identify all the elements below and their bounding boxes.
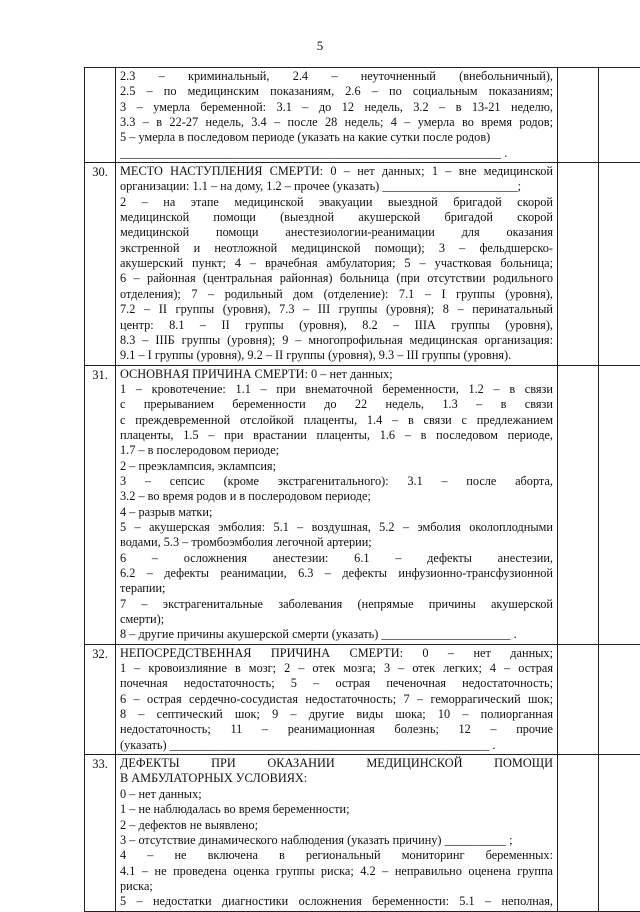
text-line: 6 – острая сердечно-сосудистая недостаточность; 7 – геморрагический шок; — [120, 692, 553, 707]
row-content — [116, 365, 558, 644]
text-line: 8.3 – IIIБ группы (уровня); 9 – многопрофильная медицинская организация: — [120, 333, 553, 348]
text-line: 4.1 – не проведена оценка группы риска; 4.2 – неправильно оценена группа — [120, 864, 553, 879]
table-row — [85, 644, 640, 754]
text-line: недостаточность; 11 – реанимационная болезнь; 12 – прочие — [120, 722, 553, 737]
row-content — [116, 644, 558, 754]
empty-cell — [558, 755, 599, 911]
row-number — [85, 68, 116, 163]
text-line: 3 – отсутствие динамического наблюдения (указать причину) __________ ; — [120, 833, 553, 848]
text-line: центр: 8.1 – II группы (уровня), 8.2 – IIIА группы (уровня), — [120, 318, 553, 333]
text-line: 9.1 – I группы (уровня), 9.2 – II группы (уровня), 9.3 – III группы (уровня). — [120, 348, 553, 363]
text-line: 1 – не наблюдалась во время беременности; — [120, 802, 553, 817]
text-line: 7.2 – II группы (уровня), 7.3 – III группы (уровня); 8 – перинатальный — [120, 302, 553, 317]
text-line: 3 – сепсис (кроме экстрагенитального): 3.1 – после аборта, — [120, 474, 553, 489]
text-line: отделения); 7 – родильный дом (отделение): 7.1 – I группы (уровня), — [120, 287, 553, 302]
text-line: 5 – акушерская эмболия: 5.1 – воздушная, 5.2 – эмболия околоплодными — [120, 520, 553, 535]
table-row — [85, 68, 640, 163]
text-line: 3.2 – во время родов и в послеродовом периоде; — [120, 489, 553, 504]
text-line: В АМБУЛАТОРНЫХ УСЛОВИЯХ: — [120, 771, 553, 786]
text-line: 5 – недостатки диагностики осложнения беременности: 5.1 – неполная, — [120, 894, 553, 909]
row-content — [116, 163, 558, 365]
row-content — [116, 755, 558, 911]
row-number: 33. — [85, 755, 116, 911]
text-line: 2 – преэклампсия, эклампсия; — [120, 459, 553, 474]
text-line: 1.7 – в послеродовом периоде; — [120, 443, 553, 458]
text-line: МЕСТО НАСТУПЛЕНИЯ СМЕРТИ: 0 – нет данных; 1 – вне медицинской — [120, 164, 553, 179]
text-line: (указать) ____________________________________________________ . — [120, 738, 553, 753]
text-line: ______________________________________________________________ . — [120, 146, 553, 161]
empty-cell — [599, 68, 640, 163]
text-line: почечная недостаточность; 5 – острая печеночная недостаточность; — [120, 676, 553, 691]
text-line: НЕПОСРЕДСТВЕННАЯ ПРИЧИНА СМЕРТИ: 0 – нет данных; — [120, 646, 553, 661]
empty-cell — [558, 68, 599, 163]
text-line: 3 – умерла беременной: 3.1 – до 12 недель, 3.2 – в 13-21 неделю, — [120, 100, 553, 115]
empty-cell — [599, 365, 640, 644]
text-line: 7 – экстрагенитальные заболевания (непрямые причины акушерской — [120, 597, 553, 612]
text-line: терапии; — [120, 581, 553, 596]
text-line: 2.3 – криминальный, 2.4 – неуточненный (внебольничный), — [120, 69, 553, 84]
text-line: риска; — [120, 879, 553, 894]
text-line: медицинской помощи анестезиологии-реанимации для оказания — [120, 225, 553, 240]
row-content — [116, 68, 558, 163]
page-number: 5 — [0, 38, 640, 54]
text-line: акушерский пункт; 4 – врачебная амбулатория; 5 – участковая больница; — [120, 256, 553, 271]
text-line: ДЕФЕКТЫ ПРИ ОКАЗАНИИ МЕДИЦИНСКОЙ ПОМОЩИ — [120, 756, 553, 771]
text-line: 6.2 – дефекты реанимации, 6.3 – дефекты инфузионно-трансфузионной — [120, 566, 553, 581]
text-line: 1 – кровотечение: 1.1 – при внематочной беременности, 1.2 – в связи — [120, 382, 553, 397]
text-line: с прерыванием беременности до 22 недель, 1.3 – в связи — [120, 397, 553, 412]
text-line: ОСНОВНАЯ ПРИЧИНА СМЕРТИ: 0 – нет данных; — [120, 367, 553, 382]
text-line: 6 – осложнения анестезии: 6.1 – дефекты анестезии, — [120, 551, 553, 566]
row-number: 32. — [85, 644, 116, 754]
text-line: 1 – кровоизлияние в мозг; 2 – отек мозга; 3 – отек легких; 4 – острая — [120, 661, 553, 676]
text-line: 4 – не включена в региональный мониторинг беременных: — [120, 848, 553, 863]
text-line: смерти); — [120, 612, 553, 627]
text-line: 2 – дефектов не выявлено; — [120, 818, 553, 833]
text-line: 8 – другие причины акушерской смерти (указать) _____________________ . — [120, 627, 553, 642]
empty-cell — [599, 755, 640, 911]
text-line: организации: 1.1 – на дому, 1.2 – прочее (указать) ______________________; — [120, 179, 553, 194]
text-line: 3.3 – в 22-27 недель, 3.4 – после 28 недель; 4 – умерла во время родов; — [120, 115, 553, 130]
row-number: 31. — [85, 365, 116, 644]
text-line: 0 – нет данных; — [120, 787, 553, 802]
text-line: экстренной и неотложной медицинской помощи); 3 – фельдшерско- — [120, 241, 553, 256]
table-row — [85, 365, 640, 644]
text-line: плаценты, 1.5 – при врастании плаценты, 1.6 – в последовом периоде, — [120, 428, 553, 443]
text-line: 2 – на этапе медицинской эвакуации выездной бригадой скорой — [120, 195, 553, 210]
text-line: медицинской помощи (выездной акушерской бригадой скорой — [120, 210, 553, 225]
empty-cell — [558, 644, 599, 754]
empty-cell — [558, 365, 599, 644]
text-line: 4 – разрыв матки; — [120, 505, 553, 520]
empty-cell — [599, 644, 640, 754]
text-line: водами, 5.3 – тромбоэмболия легочной артерии; — [120, 535, 553, 550]
empty-cell — [558, 163, 599, 365]
text-line: 2.5 – по медицинским показаниям, 2.6 – по социальным показаниям; — [120, 84, 553, 99]
row-number: 30. — [85, 163, 116, 365]
table-row — [85, 163, 640, 365]
form-table — [84, 67, 640, 912]
empty-cell — [599, 163, 640, 365]
text-line: 5 – умерла в последовом периоде (указать на какие сутки после родов) — [120, 130, 553, 145]
text-line: с преждевременной отслойкой плаценты, 1.4 – в связи с предлежанием — [120, 413, 553, 428]
text-line: 6 – районная (центральная районная) больница (при отсутствии родильного — [120, 271, 553, 286]
table-row — [85, 755, 640, 911]
text-line: 8 – септический шок; 9 – другие виды шока; 10 – полиорганная — [120, 707, 553, 722]
